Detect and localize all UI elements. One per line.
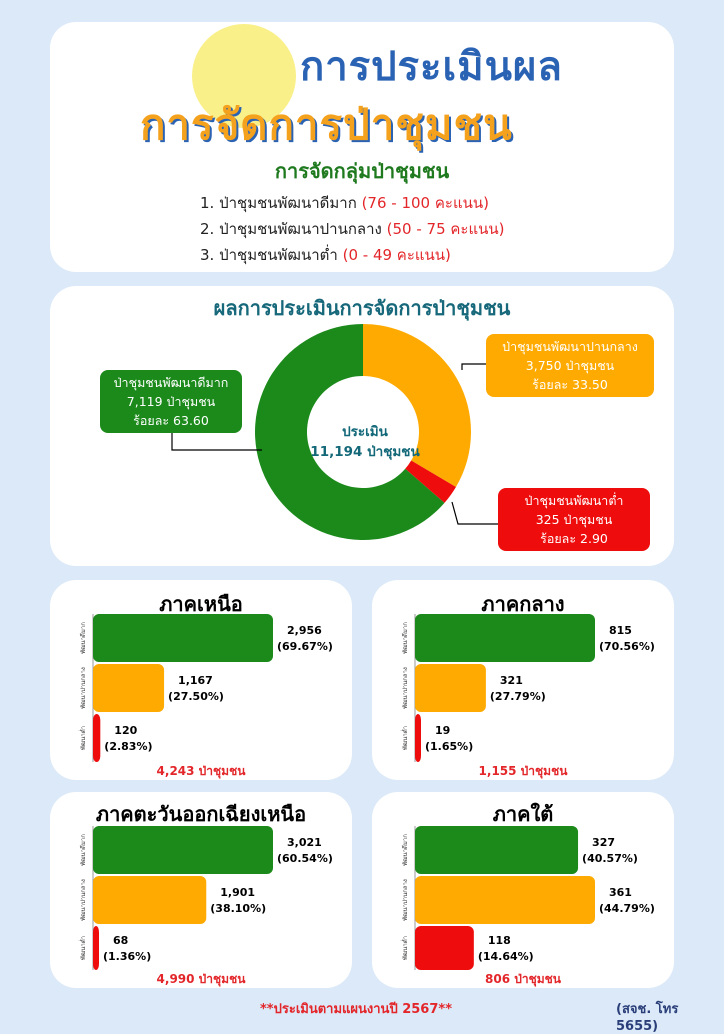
region-total-central: 1,155 ป่าชุมชน xyxy=(478,764,568,778)
group-label: 3. ป่าชุมชนพัฒนาต่ำ xyxy=(200,246,338,264)
bar-value-label: 321 xyxy=(499,674,523,687)
group-range: (0 - 49 คะแนน) xyxy=(342,246,451,264)
bar-pct-label: (1.36%) xyxy=(103,950,152,963)
bar-pct-label: (14.64%) xyxy=(477,950,534,963)
bar-pct-label: (2.83%) xyxy=(104,740,153,753)
bar-value-label: 361 xyxy=(609,886,632,899)
bar xyxy=(415,614,595,662)
footer-source: (สจช. โทร 5655) xyxy=(616,1002,679,1034)
category-label: พัฒนาดีมาก xyxy=(402,622,409,654)
group-label: 2. ป่าชุมชนพัฒนาปานกลาง xyxy=(200,220,382,238)
bar-value-label: 3,021 xyxy=(287,836,322,849)
bar xyxy=(93,826,273,874)
bar xyxy=(415,664,486,712)
category-label: พัฒนาต่ำ xyxy=(80,935,87,961)
region-total-north: 4,243 ป่าชุมชน xyxy=(156,764,246,778)
region-title-northeast: ภาคตะวันออกเฉียงเหนือ xyxy=(95,802,307,826)
bar-pct-label: (38.10%) xyxy=(210,902,267,915)
group-range: (76 - 100 คะแนน) xyxy=(361,194,489,212)
leader-line xyxy=(452,502,498,524)
bar xyxy=(93,714,100,762)
region-title-central: ภาคกลาง xyxy=(481,592,565,616)
bar-value-label: 68 xyxy=(113,934,129,947)
callout-pct: ร้อยละ 63.60 xyxy=(133,413,209,428)
region-total-northeast: 4,990 ป่าชุมชน xyxy=(156,972,246,986)
bar xyxy=(415,876,595,924)
donut-slice xyxy=(363,324,471,487)
center-line-1: ประเมิน xyxy=(342,424,388,440)
region-total-south: 806 ป่าชุมชน xyxy=(485,972,561,986)
callout-count: 3,750 ป่าชุมชน xyxy=(525,358,615,373)
group-title: การจัดกลุ่มป่าชุมชน xyxy=(274,159,450,183)
category-label: พัฒนาปานกลาง xyxy=(402,879,409,921)
category-label: พัฒนาปานกลาง xyxy=(402,667,409,709)
callout-pct: ร้อยละ 33.50 xyxy=(532,377,608,392)
callout-name: ป่าชุมชนพัฒนาต่ำ xyxy=(524,493,624,508)
bar-pct-label: (60.54%) xyxy=(277,852,333,865)
callout-low xyxy=(498,488,650,551)
callout-medium xyxy=(486,334,654,397)
category-label: พัฒนาปานกลาง xyxy=(80,667,87,709)
bar-value-label: 1,167 xyxy=(178,674,213,687)
bar-pct-label: (44.79%) xyxy=(599,902,655,915)
bar-value-label: 2,956 xyxy=(287,624,322,637)
category-label: พัฒนาดีมาก xyxy=(402,834,409,866)
title-line-1: การประเมินผล xyxy=(300,44,563,90)
leader-line xyxy=(462,364,486,370)
group-range: (50 - 75 คะแนน) xyxy=(386,220,505,238)
bar-pct-label: (70.56%) xyxy=(599,640,655,653)
bar xyxy=(93,926,99,970)
callout-name: ป่าชุมชนพัฒนาปานกลาง xyxy=(502,339,638,354)
bar-value-label: 120 xyxy=(114,724,138,737)
category-label: พัฒนาดีมาก xyxy=(80,622,87,654)
callout-name: ป่าชุมชนพัฒนาดีมาก xyxy=(113,375,229,390)
donut-chart-title: ผลการประเมินการจัดการป่าชุมชน xyxy=(213,296,511,320)
bar-value-label: 1,901 xyxy=(220,886,256,899)
group-label: 1. ป่าชุมชนพัฒนาดีมาก xyxy=(200,194,357,212)
bar-pct-label: (27.50%) xyxy=(168,690,224,703)
bar-value-label: 19 xyxy=(435,724,451,737)
bar-pct-label: (27.79%) xyxy=(489,690,546,703)
bar-value-label: 327 xyxy=(592,836,616,849)
bar-pct-label: (69.67%) xyxy=(277,640,333,653)
bar-value-label: 118 xyxy=(487,934,511,947)
category-label: พัฒนาดีมาก xyxy=(80,834,87,866)
region-title-north: ภาคเหนือ xyxy=(159,592,243,616)
category-label: พัฒนาต่ำ xyxy=(402,935,409,961)
footer-note: **ประเมินตามแผนงานปี 2567** xyxy=(260,1002,452,1017)
callout-pct: ร้อยละ 2.90 xyxy=(540,531,608,546)
bar xyxy=(415,826,578,874)
bar xyxy=(415,714,421,762)
region-title-south: ภาคใต้ xyxy=(492,802,554,826)
bar-pct-label: (1.65%) xyxy=(425,740,474,753)
bar xyxy=(415,926,474,970)
bar-value-label: 815 xyxy=(609,624,632,637)
bar xyxy=(93,876,206,924)
bar xyxy=(93,664,164,712)
bar xyxy=(93,614,273,662)
donut-center-label xyxy=(290,422,440,462)
callout-count: 7,119 ป่าชุมชน xyxy=(126,394,216,409)
callout-count: 325 ป่าชุมชน xyxy=(535,512,613,527)
callout-good xyxy=(100,370,242,433)
category-label: พัฒนาต่ำ xyxy=(402,725,409,751)
category-label: พัฒนาต่ำ xyxy=(80,725,87,751)
title-line-2: การจัดการป่าชุมชน xyxy=(140,100,513,149)
bar-pct-label: (40.57%) xyxy=(582,852,638,865)
center-line-2: 11,194 ป่าชุมชน xyxy=(310,444,420,460)
category-label: พัฒนาปานกลาง xyxy=(80,879,87,921)
